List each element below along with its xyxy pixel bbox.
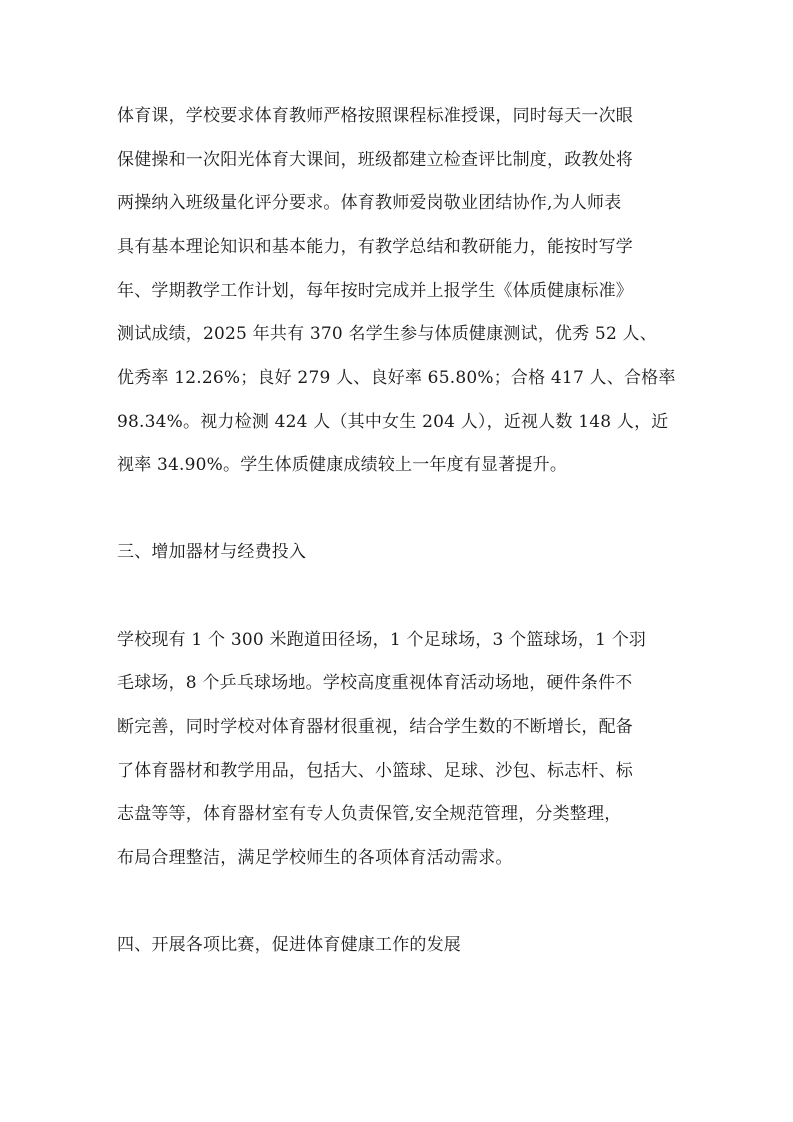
section-heading-3: 三、增加器材与经费投入: [117, 542, 307, 562]
paragraph-line: 志盘等等，体育器材室有专人负责保管,安全规范管理，分类整理，: [117, 804, 622, 824]
paragraph-line: 学校现有 1 个 300 米跑道田径场，1 个足球场，3 个篮球场，1 个羽: [117, 630, 647, 650]
paragraph-line: 布局合理整洁，满足学校师生的各项体育活动需求。: [117, 848, 513, 868]
paragraph-line: 测试成绩，2025 年共有 370 名学生参与体质健康测试，优秀 52 人、: [117, 324, 657, 344]
paragraph-line: 98.34%。视力检测 424 人（其中女生 204 人），近视人数 148 人，近: [117, 412, 669, 432]
paragraph-line: 断完善，同时学校对体育器材很重视，结合学生数的不断增长，配备: [117, 717, 633, 737]
paragraph-line: 优秀率 12.26%；良好 279 人、良好率 65.80%；合格 417 人、合格率: [117, 368, 676, 388]
paragraph-line: 两操纳入班级量化评分要求。体育教师爱岗敬业团结协作,为人师表: [117, 193, 622, 213]
paragraph-line: 了体育器材和教学用品，包括大、小篮球、足球、沙包、标志杆、标: [117, 761, 633, 781]
paragraph-line: 保健操和一次阳光体育大课间，班级都建立检查评比制度，政教处将: [117, 150, 633, 170]
paragraph-line: 体育课，学校要求体育教师严格按照课程标准授课，同时每天一次眼: [117, 106, 633, 126]
paragraph-line: 视率 34.90%。学生体质健康成绩较上一年度有显著提升。: [117, 455, 568, 475]
paragraph-line: 具有基本理论知识和基本能力，有教学总结和教研能力，能按时写学: [117, 237, 633, 257]
section-heading-4: 四、开展各项比赛，促进体育健康工作的发展: [117, 935, 461, 955]
paragraph-line: 年、学期教学工作计划，每年按时完成并上报学生《体质健康标准》: [117, 281, 633, 301]
paragraph-line: 毛球场，8 个乒乓球场地。学校高度重视体育活动场地，硬件条件不: [117, 673, 633, 693]
